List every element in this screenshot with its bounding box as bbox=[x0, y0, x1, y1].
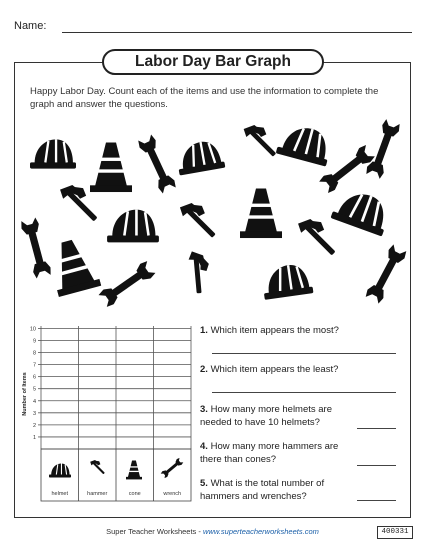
cone-icon bbox=[240, 188, 282, 238]
wrench-icon bbox=[160, 457, 184, 478]
helmet-icon bbox=[30, 139, 76, 168]
name-label: Name: bbox=[14, 20, 47, 32]
answer-line-5[interactable] bbox=[357, 500, 396, 501]
answer-line-4[interactable] bbox=[357, 465, 396, 466]
helmet-icon bbox=[276, 121, 335, 166]
answer-line-3[interactable] bbox=[357, 428, 396, 429]
wrench-icon bbox=[365, 119, 402, 180]
question-number: 1. bbox=[200, 325, 208, 336]
question-number: 5. bbox=[200, 478, 208, 489]
question-text: What is the total number of hammers and wrenches? bbox=[200, 478, 325, 502]
cone-icon bbox=[90, 142, 132, 192]
question-number: 4. bbox=[200, 441, 208, 452]
helmet-icon bbox=[330, 185, 393, 236]
y-tick-label: 10 bbox=[29, 326, 36, 333]
y-tick-label: 3 bbox=[32, 410, 36, 417]
wrench-icon bbox=[364, 244, 408, 305]
question-text: How many more hammers are there than cones? bbox=[200, 441, 339, 465]
question-1 bbox=[200, 324, 410, 337]
wrench-icon bbox=[20, 217, 53, 279]
cone-icon bbox=[126, 461, 142, 480]
picture-area bbox=[14, 115, 411, 315]
category-label: cone bbox=[128, 491, 141, 497]
question-number: 2. bbox=[200, 364, 208, 375]
y-tick-label: 1 bbox=[32, 434, 36, 441]
y-tick-label: 5 bbox=[32, 386, 36, 393]
y-tick-label: 6 bbox=[32, 374, 36, 381]
helmet-icon bbox=[175, 139, 226, 176]
helmet-icon bbox=[107, 210, 159, 243]
y-tick-label: 2 bbox=[32, 422, 36, 429]
instructions-text: Happy Labor Day. Count each of the items and use the information to complete the graph and answer the questions. bbox=[30, 86, 379, 110]
name-input-line[interactable] bbox=[62, 32, 412, 33]
category-label: hammer bbox=[87, 491, 108, 497]
question-2 bbox=[200, 363, 410, 376]
helmet-icon bbox=[49, 464, 71, 478]
category-label: helmet bbox=[51, 491, 69, 497]
question-3 bbox=[200, 403, 358, 429]
hammer-icon bbox=[90, 460, 105, 474]
bar-graph bbox=[14, 318, 194, 508]
category-label: wrench bbox=[163, 491, 182, 497]
hammer-icon bbox=[173, 248, 221, 295]
answer-line-1[interactable] bbox=[212, 353, 396, 354]
y-axis-label: Number of Items bbox=[22, 372, 28, 416]
footer-brand: Super Teacher Worksheets - bbox=[106, 527, 203, 536]
cone-icon bbox=[45, 236, 101, 298]
question-text: Which item appears the least? bbox=[210, 364, 339, 375]
question-4 bbox=[200, 440, 358, 466]
question-number: 3. bbox=[200, 404, 208, 415]
question-5 bbox=[200, 477, 358, 503]
y-tick-label: 9 bbox=[32, 338, 36, 345]
footer-url[interactable]: www.superteacherworksheets.com bbox=[202, 527, 319, 536]
page-title: Labor Day Bar Graph bbox=[102, 49, 324, 75]
helmet-icon bbox=[261, 262, 314, 300]
worksheet-code: 400331 bbox=[377, 526, 413, 539]
answer-line-2[interactable] bbox=[212, 392, 396, 393]
y-tick-label: 8 bbox=[32, 350, 36, 357]
question-text: How many more helmets are needed to have 10 helmets? bbox=[200, 404, 333, 428]
y-tick-label: 4 bbox=[32, 398, 36, 405]
question-text: Which item appears the most? bbox=[210, 325, 339, 336]
wrench-icon bbox=[98, 260, 157, 309]
hammer-icon bbox=[298, 219, 335, 255]
footer bbox=[0, 527, 425, 536]
hammer-icon bbox=[244, 125, 277, 157]
hammer-icon bbox=[180, 203, 216, 238]
wrench-icon bbox=[137, 134, 178, 194]
y-tick-label: 7 bbox=[32, 362, 36, 369]
